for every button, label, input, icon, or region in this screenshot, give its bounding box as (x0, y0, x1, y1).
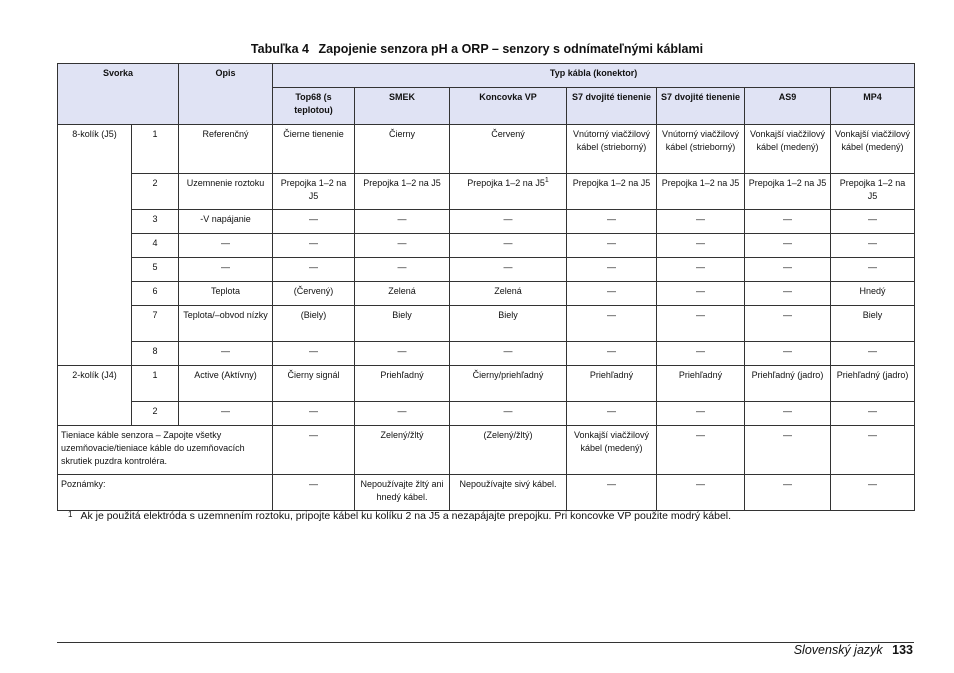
pin-cell: 5 (132, 258, 179, 282)
table-cell: Prepojka 1–2 na J5 (657, 174, 745, 210)
table-row (58, 282, 915, 306)
header-svorka: Svorka (58, 64, 179, 125)
table-cell: Prepojka 1–2 na J5 (831, 174, 915, 210)
table-cell: Zelená (355, 282, 450, 306)
table-cell: Priehľadný (567, 366, 657, 402)
table-cell: — (657, 258, 745, 282)
table-row (58, 306, 915, 342)
table-cell: — (657, 234, 745, 258)
table-cell: — (273, 234, 355, 258)
table-cell: — (450, 258, 567, 282)
table-cell (450, 174, 567, 210)
footnote-text: Ak je použitá elektróda s uzemnením roztoku, pripojte kábel ku kolíku 2 na J5 a nezapájajte prepojku. Pri koncovke VP použite modrý kábel. (80, 510, 732, 522)
shield-label: Tieniace káble senzora – Zapojte všetky uzemňovacie/tieniace káble do uzemňovacích skrutiek puzdra kontroléra. (58, 426, 273, 475)
group-label-j4: 2-kolík (J4) (58, 366, 132, 426)
page-number: 133 (892, 643, 913, 657)
table-title (0, 42, 954, 56)
notes-label: Poznámky: (58, 475, 273, 511)
table-cell: — (657, 402, 745, 426)
table-cell: — (273, 402, 355, 426)
table-row (58, 366, 915, 402)
table-cell: (Biely) (273, 306, 355, 342)
table-row (58, 125, 915, 174)
table-cell: — (273, 342, 355, 366)
table-cell: Vonkajší viačžilový kábel (medený) (831, 125, 915, 174)
table-cell: Čierny (355, 125, 450, 174)
opis-cell: Uzemnenie roztoku (179, 174, 273, 210)
footnote (68, 510, 731, 522)
pin-cell: 8 (132, 342, 179, 366)
opis-cell: -V napájanie (179, 210, 273, 234)
table-cell: Nepoužívajte žltý ani hnedý kábel. (355, 475, 450, 511)
table-cell: (Zelený/žltý) (450, 426, 567, 475)
table-cell: — (657, 342, 745, 366)
table-cell: — (745, 402, 831, 426)
opis-cell: — (179, 342, 273, 366)
table-cell: — (831, 234, 915, 258)
table-row (58, 402, 915, 426)
table-cell: — (745, 282, 831, 306)
table-cell: — (745, 306, 831, 342)
footnote-ref: 1 (544, 177, 549, 184)
table-cell: — (567, 402, 657, 426)
footnote-mark: 1 (68, 510, 73, 519)
table-row (58, 174, 915, 210)
table-cell: — (831, 258, 915, 282)
table-cell: — (567, 258, 657, 282)
table-cell: — (450, 402, 567, 426)
table-cell: — (355, 402, 450, 426)
pin-cell: 4 (132, 234, 179, 258)
table-cell: — (450, 210, 567, 234)
table-cell: — (355, 342, 450, 366)
table-row (58, 210, 915, 234)
pin-cell: 3 (132, 210, 179, 234)
header-cable: AS9 (745, 88, 831, 125)
pin-cell: 2 (132, 402, 179, 426)
table-cell: — (355, 210, 450, 234)
table-cell: Vonkajší viačžilový kábel (medený) (567, 426, 657, 475)
page-footer (794, 643, 913, 657)
table-cell: — (355, 234, 450, 258)
table-cell: — (273, 426, 355, 475)
table-cell: Priehľadný (jadro) (745, 366, 831, 402)
table-cell: — (745, 475, 831, 511)
table-cell: Biely (450, 306, 567, 342)
table-cell: Čierny signál (273, 366, 355, 402)
table-number: Tabuľka 4 (250, 42, 309, 56)
table-cell: (Červený) (273, 282, 355, 306)
table-cell: — (567, 475, 657, 511)
table-cell: Hnedý (831, 282, 915, 306)
table-cell: — (657, 210, 745, 234)
table-cell: Priehľadný (657, 366, 745, 402)
group-label-j5: 8-kolík (J5) (58, 125, 132, 366)
opis-cell: Active (Aktívny) (179, 366, 273, 402)
table-cell: — (745, 342, 831, 366)
table-cell: — (450, 234, 567, 258)
opis-cell: Referenčný (179, 125, 273, 174)
table-cell: — (450, 342, 567, 366)
table-cell: Biely (831, 306, 915, 342)
table-cell: — (831, 475, 915, 511)
header-cable: MP4 (831, 88, 915, 125)
table-cell: Biely (355, 306, 450, 342)
table-cell: Červený (450, 125, 567, 174)
table-cell: — (657, 306, 745, 342)
table-row (58, 342, 915, 366)
footer-language: Slovenský jazyk (793, 643, 883, 657)
table-cell: Nepoužívajte sivý kábel. (450, 475, 567, 511)
notes-row (58, 475, 915, 511)
pin-cell: 7 (132, 306, 179, 342)
table-cell: — (831, 426, 915, 475)
table-cell: — (355, 258, 450, 282)
shield-row (58, 426, 915, 475)
table-cell: Čierny/priehľadný (450, 366, 567, 402)
table-cell: Prepojka 1–2 na J5 (745, 174, 831, 210)
table-caption: Zapojenie senzora pH a ORP – senzory s odnímateľnými káblami (318, 42, 704, 56)
table-row (58, 258, 915, 282)
opis-cell: Teplota (179, 282, 273, 306)
table-cell: — (567, 342, 657, 366)
table-cell: — (831, 402, 915, 426)
table-cell: — (567, 282, 657, 306)
header-opis: Opis (179, 64, 273, 125)
table-cell: — (567, 306, 657, 342)
table-cell: Prepojka 1–2 na J5 (273, 174, 355, 210)
table-cell: Prepojka 1–2 na J5 (567, 174, 657, 210)
table-cell: — (273, 210, 355, 234)
pin-cell: 1 (132, 366, 179, 402)
header-cable: Top68 (s teplotou) (273, 88, 355, 125)
table-cell: — (657, 282, 745, 306)
table-cell: — (273, 258, 355, 282)
footer-rule (57, 642, 914, 643)
table-cell: — (745, 258, 831, 282)
cell-text: Prepojka 1–2 na J5 (467, 178, 545, 188)
pin-cell: 6 (132, 282, 179, 306)
table-cell: Prepojka 1–2 na J5 (355, 174, 450, 210)
table-cell: — (273, 475, 355, 511)
wiring-table (57, 63, 915, 511)
header-cable: S7 dvojité tienenie (657, 88, 745, 125)
table-cell: — (657, 426, 745, 475)
table-cell: Vnútorný viačžilový kábel (strieborný) (567, 125, 657, 174)
table-cell: — (745, 234, 831, 258)
table-cell: — (745, 210, 831, 234)
table-cell: — (567, 210, 657, 234)
table-cell: Priehľadný (jadro) (831, 366, 915, 402)
table-cell: Čierne tienenie (273, 125, 355, 174)
pin-cell: 1 (132, 125, 179, 174)
opis-cell: — (179, 258, 273, 282)
header-cable: Koncovka VP (450, 88, 567, 125)
table-cell: — (657, 475, 745, 511)
header-cable: SMEK (355, 88, 450, 125)
table-cell: Vnútorný viačžilový kábel (strieborný) (657, 125, 745, 174)
table-cell: Zelená (450, 282, 567, 306)
header-row (58, 64, 915, 88)
table-cell: Priehľadný (355, 366, 450, 402)
table-cell: Vonkajší viačžilový kábel (medený) (745, 125, 831, 174)
opis-cell: — (179, 402, 273, 426)
table-cell: — (831, 342, 915, 366)
table-cell: Zelený/žltý (355, 426, 450, 475)
opis-cell: — (179, 234, 273, 258)
table-cell: — (745, 426, 831, 475)
header-cable: S7 dvojité tienenie (567, 88, 657, 125)
table-row (58, 234, 915, 258)
opis-cell: Teplota/–obvod nízky (179, 306, 273, 342)
pin-cell: 2 (132, 174, 179, 210)
table-cell: — (567, 234, 657, 258)
table-cell: — (831, 210, 915, 234)
header-typ-kabla: Typ kábla (konektor) (273, 64, 915, 88)
